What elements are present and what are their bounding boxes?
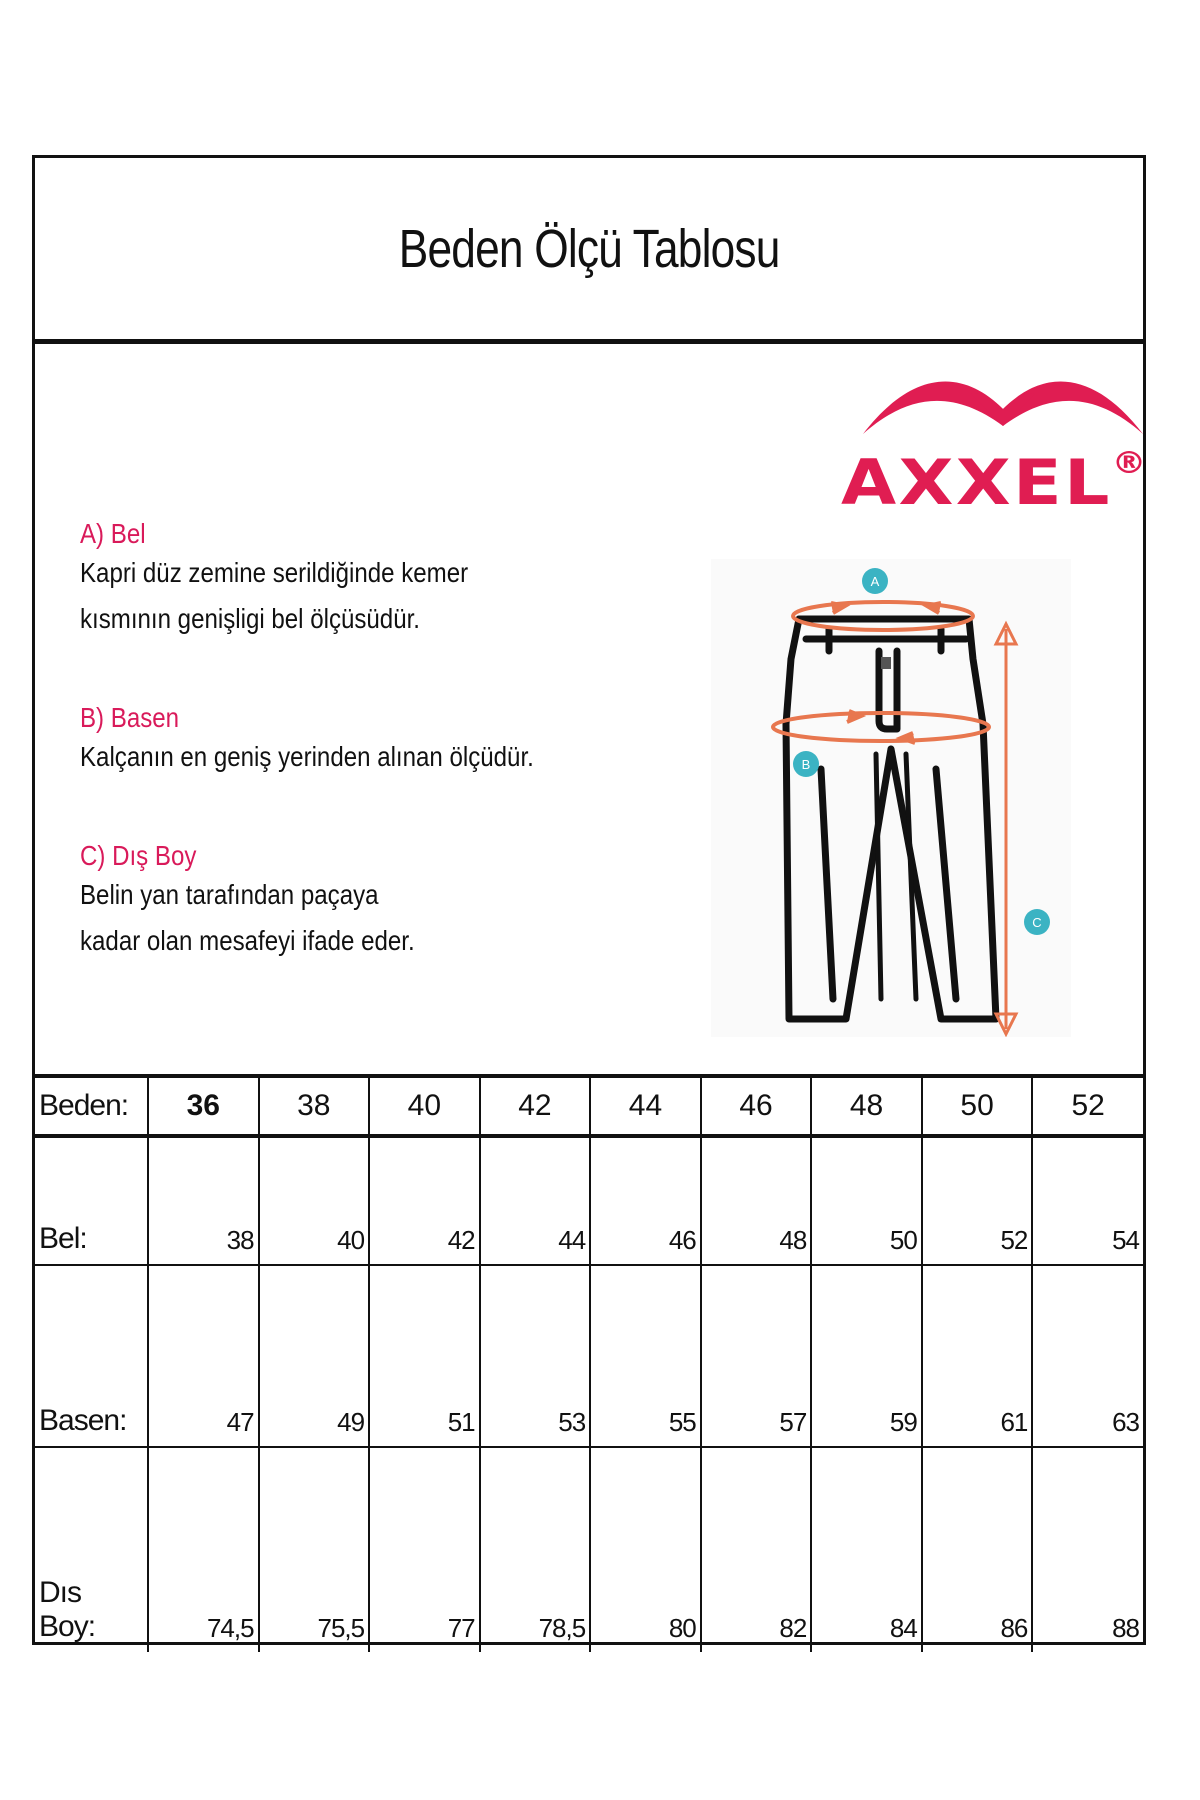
value-cell: 63: [1032, 1265, 1143, 1447]
row-label: Bel:: [35, 1136, 148, 1265]
table-row-basen: [35, 1265, 1143, 1447]
value-cell: 75,5: [259, 1447, 370, 1652]
row-label: Beden:: [35, 1076, 148, 1136]
value-cell: 84: [811, 1447, 922, 1652]
value-cell: 80: [590, 1447, 701, 1652]
value-cell: 40: [259, 1136, 370, 1265]
value-cell: 52: [922, 1136, 1033, 1265]
info-section: [35, 344, 1149, 1074]
size-cell: 38: [259, 1076, 370, 1136]
description-heading: A) Bel: [80, 518, 146, 549]
value-cell: 51: [369, 1265, 480, 1447]
value-cell: 82: [701, 1447, 812, 1652]
description-bel: [80, 518, 720, 642]
marker-b-icon: [793, 751, 819, 777]
size-chart-sheet: [32, 155, 1149, 1645]
table-row-bel: [35, 1136, 1143, 1265]
value-cell: 57: [701, 1265, 812, 1447]
brand-wings-icon: [853, 364, 1153, 444]
value-cell: 42: [369, 1136, 480, 1265]
value-cell: 86: [922, 1447, 1033, 1652]
value-cell: 54: [1032, 1136, 1143, 1265]
size-table: [35, 1074, 1143, 1652]
value-cell: 47: [148, 1265, 259, 1447]
brand-logo: [835, 364, 1175, 519]
row-label: Dıs Boy:: [35, 1447, 148, 1652]
svg-text:C: C: [1032, 915, 1042, 930]
size-cell: 48: [811, 1076, 922, 1136]
value-cell: 38: [148, 1136, 259, 1265]
description-heading: C) Dış Boy: [80, 840, 197, 871]
value-cell: 74,5: [148, 1447, 259, 1652]
brand-name: AXXEL®: [841, 446, 1149, 519]
table-header-row: [35, 1076, 1143, 1136]
description-dis-boy: [80, 840, 720, 964]
value-cell: 46: [590, 1136, 701, 1265]
value-cell: 48: [701, 1136, 812, 1265]
table-row-dis-boy: [35, 1447, 1143, 1652]
value-cell: 88: [1032, 1447, 1143, 1652]
value-cell: 59: [811, 1265, 922, 1447]
size-cell: 44: [590, 1076, 701, 1136]
description-line: Kalçanın en geniş yerinden alınan ölçüdür.: [80, 741, 534, 772]
page-title: Beden Ölçü Tablosu: [398, 218, 780, 279]
size-cell: 36: [148, 1076, 259, 1136]
value-cell: 61: [922, 1265, 1033, 1447]
value-cell: 50: [811, 1136, 922, 1265]
value-cell: 53: [480, 1265, 591, 1447]
size-cell: 46: [701, 1076, 812, 1136]
value-cell: 78,5: [480, 1447, 591, 1652]
description-line: Belin yan tarafından paçaya: [80, 879, 379, 910]
size-cell: 50: [922, 1076, 1033, 1136]
description-basen: [80, 702, 720, 780]
trousers-diagram: [711, 559, 1071, 1037]
value-cell: 55: [590, 1265, 701, 1447]
description-line: Kapri düz zemine serildiğinde kemer: [80, 557, 469, 588]
marker-a-icon: [862, 568, 888, 594]
svg-text:B: B: [801, 757, 811, 772]
title-box: [35, 158, 1143, 344]
trousers-icon: [711, 559, 1071, 1037]
value-cell: 44: [480, 1136, 591, 1265]
length-arrow-icon: [996, 624, 1016, 1034]
description-line: kadar olan mesafeyi ifade eder.: [80, 925, 415, 956]
row-label: Basen:: [35, 1265, 148, 1447]
size-cell: 40: [369, 1076, 480, 1136]
value-cell: 49: [259, 1265, 370, 1447]
description-line: kısmının genişligi bel ölçüsüdür.: [80, 603, 420, 634]
svg-text:A: A: [870, 574, 880, 589]
value-cell: 77: [369, 1447, 480, 1652]
size-cell: 52: [1032, 1076, 1143, 1136]
marker-c-icon: [1024, 909, 1050, 935]
size-cell: 42: [480, 1076, 591, 1136]
description-heading: B) Basen: [80, 702, 180, 733]
